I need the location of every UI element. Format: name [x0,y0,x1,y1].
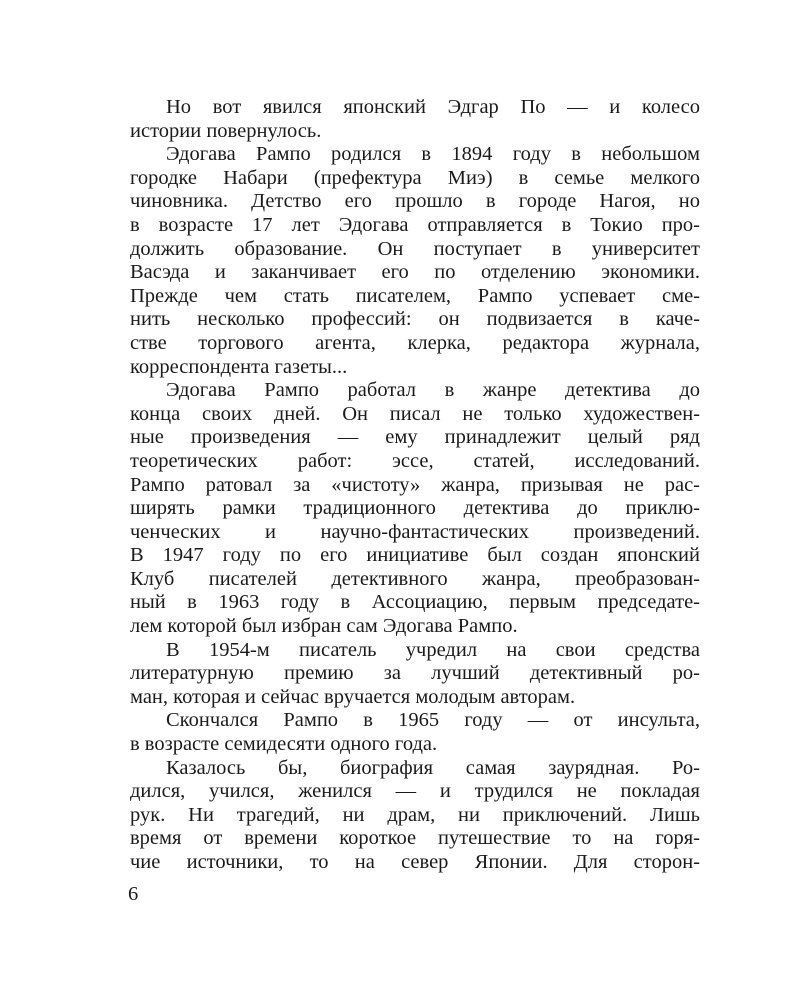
text-line: Но вот явился японский Эдгар По — и колесо [166,96,700,118]
text-line: рук. Ни трагедий, ни драм, ни приключений. Лишь [130,803,700,826]
text-line: Эдогава Рампо родился в 1894 году в небольшом [166,143,700,166]
text-line: конца своих дней. Он писал не только художествен- [130,402,700,425]
page-number: 6 [128,883,139,905]
text-line: В 1954-м писатель учредил на свои средства [166,638,700,661]
text-line: городке Набари (префектура Миэ) в семье мелкого [130,166,700,189]
text-line: истории повернулось. [130,119,322,142]
text-line: литературную премию за лучший детективный ро- [130,662,700,685]
body-text [130,96,700,875]
text-line: Скончался Рампо в 1965 году — от инсульта, [166,709,700,732]
text-line: нить несколько профессий: он подвизается в каче- [130,308,700,331]
text-line: Васэда и заканчивает его по отделению экономики. [130,261,700,284]
text-line: в возрасте семидесяти одного года. [130,733,438,756]
text-line: чиновника. Детство его прошло в городе Нагоя, но [130,190,700,213]
text-line: ченческих и научно-фантастических произведений. [130,520,700,543]
text-line: Казалось бы, биография самая заурядная. Ро- [166,756,700,779]
text-line: корреспондента газеты... [130,355,348,378]
text-line: Рампо ратовал за «чистоту» жанра, призывая не рас- [130,473,700,496]
text-line: теоретических работ: эссе, статей, исследований. [130,449,700,472]
text-line: Прежде чем стать писателем, Рампо успевает сме- [130,284,700,307]
text-line: чие источники, то на север Японии. Для сторон- [130,851,700,873]
text-line: стве торгового агента, клерка, редактора журнала, [130,331,700,354]
text-line: в возрасте 17 лет Эдогава отправляется в Токио про- [130,213,700,236]
text-line: лем которой был избран сам Эдогава Рампо. [130,615,518,638]
text-line: В 1947 году по его инициативе был создан японский [130,544,700,567]
text-line: ширять рамки традиционного детектива до приклю- [130,497,700,520]
text-line: время от времени короткое путешествие то на горя- [130,827,700,850]
text-line: Клуб писателей детективного жанра, преобразован- [130,567,700,590]
text-line: ман, которая и сейчас вручается молодым авторам. [130,685,576,708]
text-line: дился, учился, женился — и трудился не покладая [130,780,700,803]
text-line: ный в 1963 году в Ассоциацию, первым председате- [130,591,700,614]
text-line: Эдогава Рампо работал в жанре детектива до [166,379,700,402]
text-line: ные произведения — ему принадлежит целый ряд [130,426,700,449]
text-line: должить образование. Он поступает в университет [130,237,700,260]
